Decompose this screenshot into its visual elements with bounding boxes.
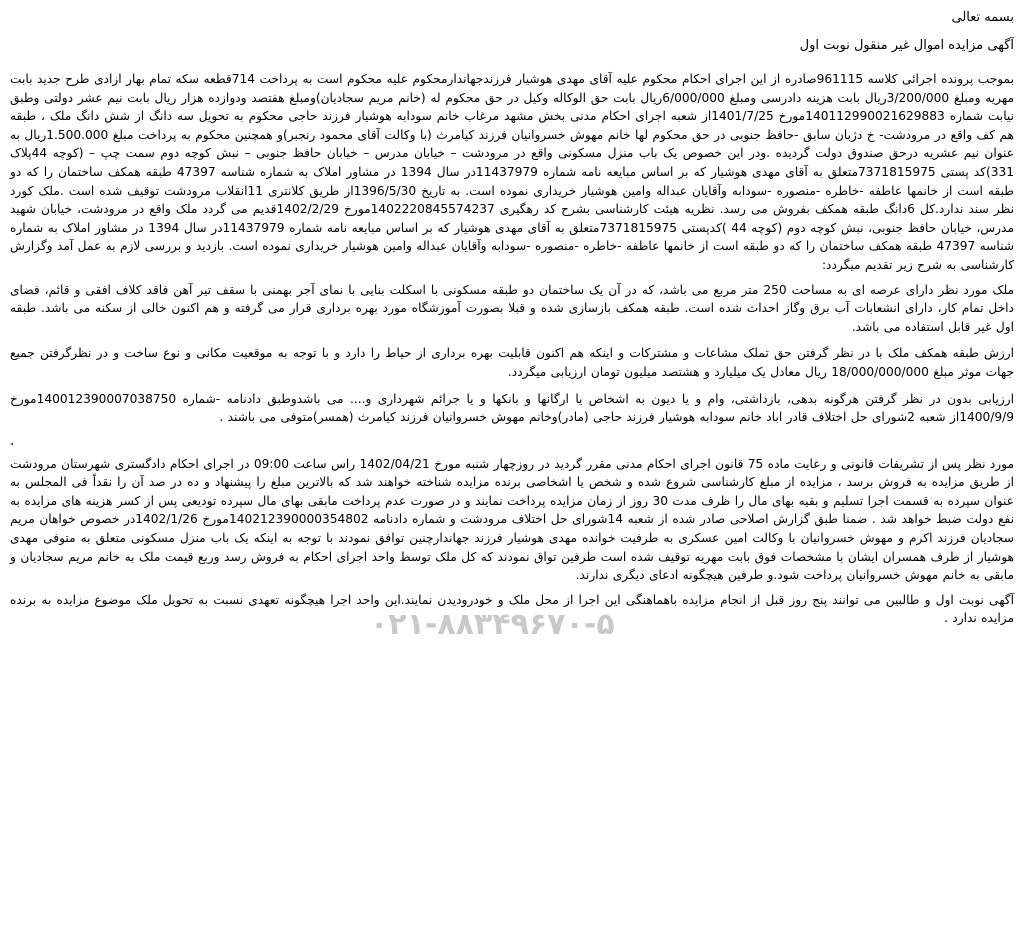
separator-dot: . xyxy=(10,432,15,449)
auction-terms-paragraph: مورد نظر پس از تشریفات قانونی و رعایت ماده 75 قانون اجرای احکام مدنی مقرر گردید در روزچهار شنبه مورخ 1402/04/21 راس ساعت 09:00 در اجرای احکام دادگستری شهرستان مرودشت از طریق مزایده به فروش برسد ، مزایده از مبلغ کارشناسی شروع شده و شخص یا اشخاصی برنده مزایده شناخته خواهند شد که بالاترین مبلغ را پیشنهاد و ده در صد آن را نقداً فی المجلس به عنوان سپرده به قسمت اجرا تسلیم و بقیه بهای مال را ظرف مدت 30 روز از زمان مزایده پرداخت نمایند و در صورت عدم پرداخت مابقی بهای مال سپرده تودیعی پس از کسر هزینه های مزایده به نفع دولت ضبط خواهد شد . ضمنا طبق گزارش اصلاحی صادر شده از شعبه 14شورای حل اختلاف مرودشت و شماره دادنامه 140212390000354802مورخ 1402/1/26در خصوص خواهان مریم سجادیان فرزند اکرم و مهوش خسروانیان با وکالت امین عسکری به طرفیت خوانده مهدی هوشیار فرزند جهاندارچنین توافق نمودند با توجه به اینکه یک باب منزل مسکونی متعلق به متوفی مهدی هوشیار از طرف همسران ایشان با مشخصات فوق بابت مهریه توقیف شده است طرفین تواق نمودند که کل ملک توسط واحد اجرای احکام به فروش رسد وربع قیمت ملک به خانم مریم سجادیان و مابقی به خانم مهوش خسروانیان پرداخت شود.و طرفین هیچگونه ادعای دیگری ندارند. xyxy=(10,456,1015,583)
document-heading: بسمه تعالی xyxy=(951,10,1014,25)
assessment-notes-paragraph: ارزیابی بدون در نظر گرفتن هرگونه بدهی، بازداشتی، وام و یا دیون به اشخاص یا ارگانها و بانکها و یا جرائم شهرداری و.... می باشدوطبق دادنامه -شماره 140012390007038750مورخ 1400/9/9از شعبه 2شورای حل اختلاف قادر اباد خانم سودابه هوشیار فرزند حاجی (مادر)وخانم مهوش خسروانیان فرزند کیامرث (همسر)متوفی می باشند . xyxy=(10,391,1014,425)
property-description-paragraph: ملک مورد نظر دارای عرصه ای به مساحت 250 متر مربع می باشد، که در آن یک ساختمان دو طبقه مسکونی با اسکلت بنایی با نمای آجر بهمنی با سقف تیر آهن فاقد کلاف افقی و قائم، فضای داخل تمام کار، دارای انشعابات آب برق وگاز احداث شده است. طبقه همکف بازسازی شده و قبلا بصورت آموزشگاه مورد بهره برداری قرار می گرفته و هم اکنون خالی از سکنه می باشد. طبقه اول غیر قابل استفاده می باشد. xyxy=(10,282,1015,334)
document-title: آگهی مزایده اموال غیر منقول نوبت اول xyxy=(799,38,1014,53)
valuation-paragraph: ارزش طبقه همکف ملک با در نظر گرفتن حق تملک مشاعات و مشترکات و اینکه هم اکنون قابلیت بهره برداری از حیاط را دارد و با توجه به موقعیت مکانی و نوع ساخت و در نظرگرفتن جمیع جهات موثر مبلغ 18/000/000/000 ریال معادل یک میلیارد و هشتصد میلیون تومان ارزیابی میگردد. xyxy=(10,346,1014,379)
phone-watermark: ۰۲۱-۸۸۳۴۹۶۷۰-۵ xyxy=(370,607,615,642)
case-details-paragraph: بموجب پرونده اجرائی کلاسه 961115صادره از این اجرای احکام محکوم علیه آقای مهدی هوشیار فرزندجهاندارمحکوم علیه محکوم است به پرداخت 714قطعه سکه تمام بهار ازادی طرح جدید بابت مهریه ومبلغ 3/200/000ریال بابت هزینه دادرسی ومبلغ 6/000/000ریال بابت حق الوکاله وکیل در حق محکوم له (خانم مریم سجادیان)ومبلغ هفتصد ودوازده هزار ریال بابت نیم عشر دولتی وطبق نیابت شماره 140112990021629883مورخ 1401/7/25از شعبه اجرای احکام مدنی بخش مشهد مرغاب خانم سودابه هوشیار فرزند حاجی محکوم به تحویل سه دانگ از شش دانگ ملک ، طبقه هم کف واقع در مرودشت- خ دژبان سابق -حافظ جنوبی در حق محکوم لها خانم مهوش خسروانیان فرزند کیامرث (با وکالت آقای محمود رنجبر)و همچنین محکوم به پرداخت مبلغ 1.500.000ریال به عنوان نیم عشریه درحق صندوق دولت گردیده .ودر این خصوص یک باب منزل مسکونی واقع در مرودشت – خیابان مدرس – خیابان حافظ جنوبی – نبش کوچه دوم سمت چپ – (کوچه 44پلاک 331)کد پستی 7371815975متعلق به آقای مهدی هوشیار که بر اساس مبایعه نامه شماره 11437979در سال 1394 در مشاور املاک به شماره شناسه 47397 طبقه همکف ساختمان را که دو طبقه است از خانمها عاطفه -خاطره -منصوره -سودابه وآقایان عبداله وامین هوشیار خریداری نموده است. به تاریخ 1396/5/30از طریق کلانتری 11انقلاب مرودشت توقیف شده است .ملک کورد نظر سند ندارد.کل 6دانگ طبقه همکف بفروش می رسد. نظریه هیئت کارشناسی بشرح کد رهگیری 1402220845574237مورخ 1402/2/29قدیم می گردد ملک واقع در مرودشت، خیابان شهید مدرس، خیابان حافظ جنوبی، نبش کوچه دوم (کوچه 44 )کدپستی 7371815975متعلق به آقای مهدی هوشیار که بر اساس مبایعه نامه شماره 11437979در سال 1394 در مشاور املاک به شماره شناسه 47397 طبقه همکف ساختمان را که دو طبقه است از خانمها عاطفه -خاطره -منصوره -سودابه وآقایان عبداله وامین هوشیار خریداری نموده است. بازدید و بررسی لازم به عمل آمد وگزارش کارشناسی به شرح زیر تقدیم میگردد: xyxy=(10,72,1014,272)
closing-notice-paragraph: آگهی نوبت اول و طالبین می توانند پنج روز قبل از انجام مزایده باهماهنگی این اجرا از محل ملک و خودرودیدن نمایند.این واحد اجرا هیچگونه تعهدی نسبت به تحویل ملک موضوع مزایده به برنده مزایده ندارد . xyxy=(10,592,1014,626)
